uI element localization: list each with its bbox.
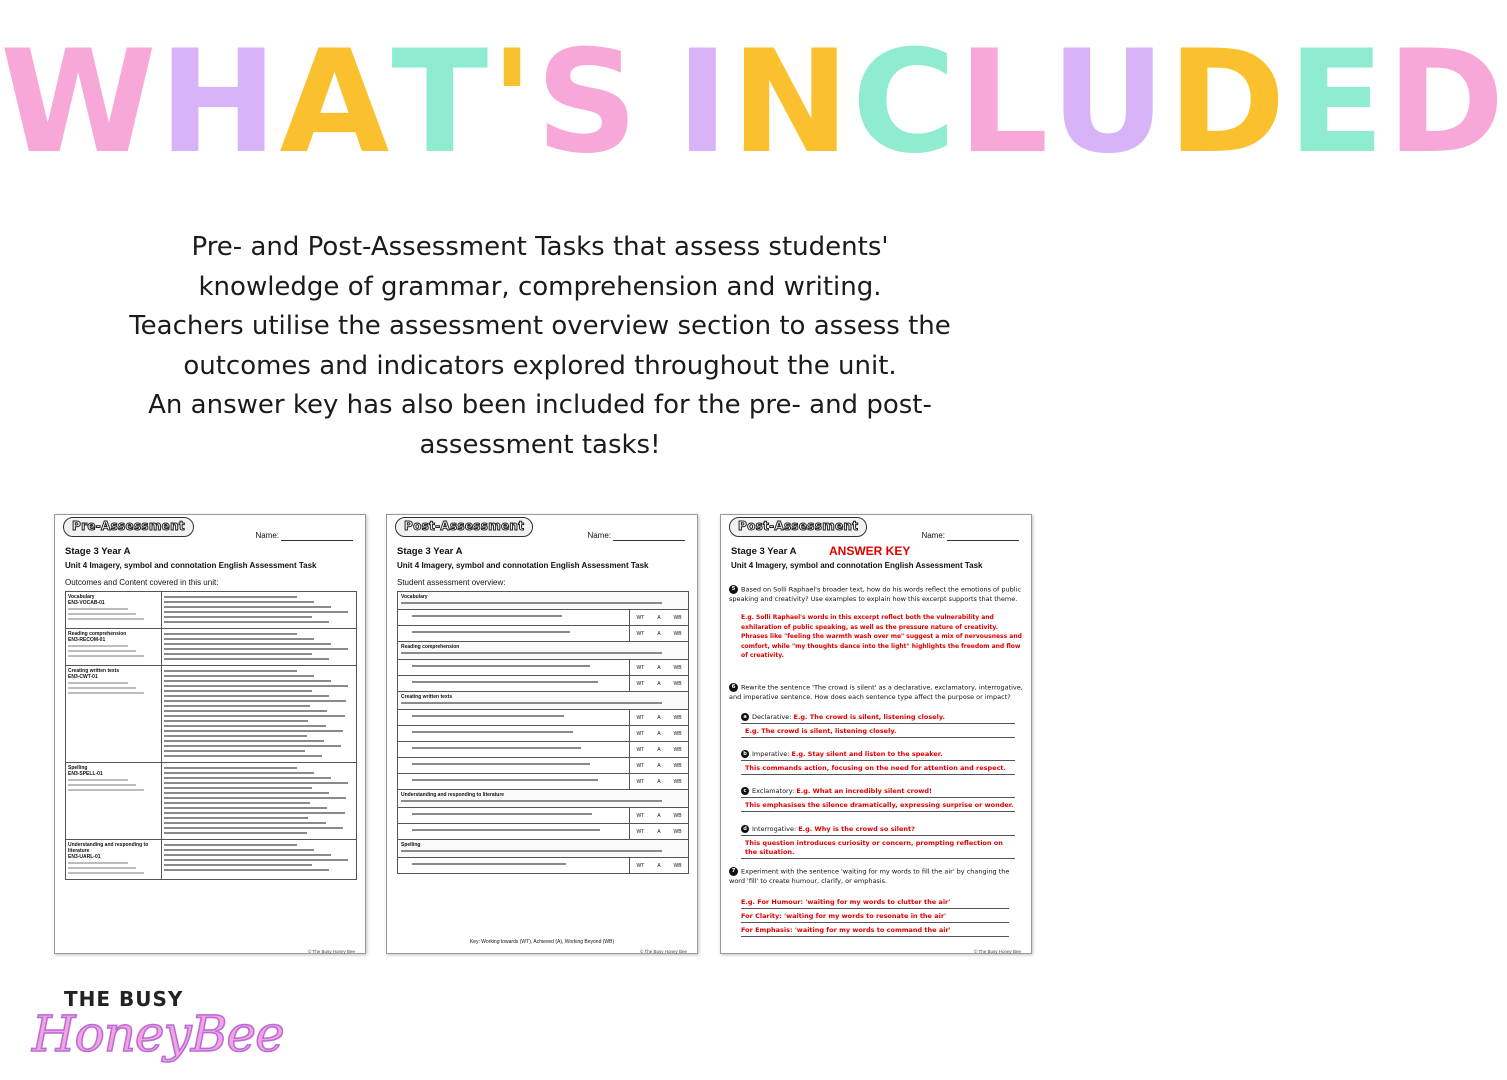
- text-line: [164, 844, 297, 846]
- footer: © The Busy Honey Bee: [973, 949, 1021, 954]
- text-line: [164, 633, 297, 635]
- text-line: [164, 767, 297, 769]
- description-line: An answer key has also been included for the pre- and post-: [148, 390, 932, 420]
- text-line: [164, 797, 346, 799]
- strand-label: Understanding and responding to literature: [401, 792, 505, 798]
- name-label: Name:: [587, 531, 611, 540]
- grade-option[interactable]: WB: [673, 730, 682, 737]
- question-5: [729, 585, 1025, 604]
- grade-option[interactable]: WT: [636, 862, 645, 869]
- text-line: [164, 648, 348, 650]
- text-line: [164, 643, 331, 645]
- text-line: [401, 800, 662, 802]
- brand-logo: [30, 985, 284, 1075]
- grade-option[interactable]: A: [657, 862, 661, 869]
- text-line: [164, 827, 343, 829]
- part-answer-line: [741, 713, 1015, 724]
- indicator-text: [398, 824, 630, 839]
- description-line: Pre- and Post-Assessment Tasks that assess students': [191, 232, 889, 262]
- outcome-strand: [66, 840, 162, 879]
- grade-option[interactable]: WT: [636, 680, 645, 687]
- title-letter: A: [279, 20, 392, 185]
- grade-option[interactable]: A: [657, 714, 661, 721]
- text-line: [164, 700, 346, 702]
- text-line: [412, 747, 581, 749]
- answer-7-line: For Emphasis: 'waiting for my words to command the air': [741, 926, 1009, 937]
- grade-option[interactable]: WB: [673, 762, 682, 769]
- text-line: [164, 755, 322, 757]
- text-line: [412, 715, 564, 717]
- overview-section-header: [397, 591, 689, 610]
- text-line: [412, 763, 590, 765]
- text-line: [164, 812, 345, 814]
- title-letter: E: [1287, 20, 1387, 185]
- text-line: [164, 745, 341, 747]
- text-line: [164, 802, 310, 804]
- part-explanation: This emphasises the silence dramatically, expressing surprise or wonder.: [741, 801, 1015, 812]
- title-letter: S: [535, 20, 641, 185]
- title-letter: W: [0, 20, 159, 185]
- outcome-indicators: [162, 763, 356, 839]
- indicator-text: [398, 626, 630, 641]
- text-line: [164, 854, 331, 856]
- answer-7: [729, 898, 1009, 940]
- text-line: [164, 710, 327, 712]
- grade-option[interactable]: WB: [673, 862, 682, 869]
- stage-heading: Stage 3 Year A: [65, 546, 131, 557]
- grading-key: Key: Working towards (WT), Achieved (A), Working Beyond (WB): [469, 939, 615, 945]
- grade-options: [630, 660, 688, 675]
- question-text: Rewrite the sentence 'The crowd is silent' as a declarative, exclamatory, interrogative, and imperative sentence. How does each sentence type affect the purpose or impact?: [729, 683, 1023, 701]
- grade-options: [630, 824, 688, 839]
- part-bullet: b: [741, 750, 749, 758]
- description: [40, 228, 1040, 465]
- text-line: [164, 822, 326, 824]
- question-7: [729, 867, 1025, 886]
- text-line: [164, 685, 348, 687]
- text-line: [68, 655, 144, 657]
- part-explanation: This question introduces curiosity or concern, prompting reflection on the situation.: [741, 839, 1015, 859]
- indicator-row: [397, 774, 689, 790]
- name-label: Name:: [255, 531, 279, 540]
- strand-label: Vocabulary: [401, 594, 428, 600]
- text-line: [401, 850, 662, 852]
- strand-label: Reading comprehension: [68, 631, 127, 637]
- text-line: [164, 832, 307, 834]
- text-line: [164, 859, 348, 861]
- text-line: [412, 731, 573, 733]
- part-bullet: a: [741, 713, 749, 721]
- text-line: [164, 705, 310, 707]
- grade-options: [630, 610, 688, 625]
- strand-label: Creating written texts: [68, 668, 120, 674]
- text-line: [164, 730, 343, 732]
- text-line: [164, 653, 312, 655]
- overview-section-header: [397, 692, 689, 710]
- part-bullet: c: [741, 787, 749, 795]
- question-text: Experiment with the sentence 'waiting for my words to fill the air' by changing the word 'fill' to create humour, clarify, or emphasis.: [729, 867, 1010, 885]
- pre-assessment-preview: [54, 514, 366, 954]
- grade-option[interactable]: WB: [673, 614, 682, 621]
- question-6: [729, 683, 1025, 702]
- text-line: [164, 680, 331, 682]
- text-line: [68, 618, 144, 620]
- part-answer: E.g. Why is the crowd so silent?: [798, 825, 915, 833]
- text-line: [164, 616, 312, 618]
- text-line: [68, 872, 144, 874]
- indicator-text: [398, 676, 630, 691]
- text-line: [164, 782, 348, 784]
- part-answer: E.g. Stay silent and listen to the speaker.: [791, 750, 943, 758]
- outcome-indicators: [162, 592, 356, 628]
- text-line: [164, 864, 312, 866]
- text-line: [164, 670, 297, 672]
- text-line: [164, 720, 308, 722]
- grade-option[interactable]: A: [657, 812, 661, 819]
- title-letter: U: [1050, 20, 1168, 185]
- outcome-row: [65, 591, 357, 629]
- title-letter: T: [391, 20, 491, 185]
- indicator-text: [398, 808, 630, 823]
- overview-section-header: [397, 642, 689, 660]
- logo-line-1: THE BUSY: [64, 987, 184, 1011]
- text-line: [412, 779, 598, 781]
- grade-option[interactable]: A: [657, 828, 661, 835]
- text-line: [412, 665, 590, 667]
- subtitle: Student assessment overview:: [397, 578, 506, 587]
- text-line: [68, 645, 128, 647]
- indicator-row: [397, 676, 689, 692]
- text-line: [68, 613, 136, 615]
- part-label: Imperative:: [752, 750, 790, 758]
- outcome-indicators: [162, 666, 356, 762]
- outcome-strand: [66, 592, 162, 628]
- text-line: [164, 715, 345, 717]
- outcome-strand: [66, 666, 162, 762]
- part-bullet: d: [741, 825, 749, 833]
- text-line: [412, 681, 598, 683]
- page-title: [0, 20, 1507, 185]
- grade-option[interactable]: WB: [673, 828, 682, 835]
- indicator-row: [397, 808, 689, 824]
- part-answer-line: [741, 750, 1015, 761]
- grade-options: [630, 676, 688, 691]
- footer: © The Busy Honey Bee: [307, 949, 355, 954]
- text-line: [164, 787, 312, 789]
- unit-heading: Unit 4 Imagery, symbol and connotation English Assessment Task: [65, 561, 317, 570]
- strand-code: EN3-VOCAB-01: [68, 600, 105, 606]
- grade-options: [630, 858, 688, 873]
- text-line: [68, 784, 136, 786]
- grade-option[interactable]: WB: [673, 664, 682, 671]
- outcome-row: [65, 629, 357, 666]
- question-number: 6: [729, 683, 738, 692]
- grade-option[interactable]: WB: [673, 746, 682, 753]
- text-line: [68, 789, 144, 791]
- text-line: [164, 596, 297, 598]
- grade-options: [630, 758, 688, 773]
- text-line: [401, 652, 662, 654]
- text-line: [164, 777, 331, 779]
- grade-option[interactable]: WT: [636, 812, 645, 819]
- text-line: [164, 849, 314, 851]
- strand-label: Vocabulary: [68, 594, 95, 600]
- indicator-text: [398, 858, 630, 873]
- part-label: Declarative:: [752, 713, 792, 721]
- title-letter: L: [957, 20, 1051, 185]
- text-line: [164, 695, 329, 697]
- question-number: 5: [729, 585, 738, 594]
- answer-7-line: For Clarity: 'waiting for my words to resonate in the air': [741, 912, 1009, 923]
- part-answer-line: [741, 825, 1015, 836]
- grade-option[interactable]: WT: [636, 828, 645, 835]
- post-assessment-badge: Post-Assessment: [729, 517, 867, 537]
- text-line: [164, 675, 314, 677]
- text-line: [164, 638, 314, 640]
- outcome-strand: [66, 629, 162, 665]
- grade-option[interactable]: WT: [636, 778, 645, 785]
- text-line: [164, 690, 312, 692]
- grade-options: [630, 626, 688, 641]
- name-line: [281, 540, 353, 541]
- strand-label: Understanding and responding to literature: [68, 842, 149, 854]
- overview-section-header: [397, 840, 689, 858]
- answer-5: E.g. Solli Raphael's words in this excerpt reflect both the vulnerability and exhilaration of public speaking, as well as the pressure nature of creativity. Phrases like "feeling the warmth wash over me" suggest a mix of nervousness and comfort, while "my thoughts dance into the light" highlights the freedom and flow of creativity.: [741, 614, 1022, 659]
- indicator-row: [397, 610, 689, 626]
- outcome-indicators: [162, 840, 356, 879]
- grade-option[interactable]: WB: [673, 812, 682, 819]
- grade-option[interactable]: WT: [636, 614, 645, 621]
- pre-assessment-badge: Pre-Assessment: [63, 517, 194, 537]
- unit-heading: Unit 4 Imagery, symbol and connotation English Assessment Task: [731, 561, 983, 570]
- text-line: [401, 602, 662, 604]
- unit-heading: Unit 4 Imagery, symbol and connotation English Assessment Task: [397, 561, 649, 570]
- strand-code: EN3-SPELL-01: [68, 771, 103, 777]
- text-line: [164, 817, 308, 819]
- text-line: [164, 611, 348, 613]
- grade-options: [630, 774, 688, 789]
- grade-option[interactable]: WB: [673, 680, 682, 687]
- question-6-part: [729, 750, 1015, 778]
- question-6-part: [729, 825, 1015, 862]
- post-assessment-overview-preview: [386, 514, 698, 954]
- grade-option[interactable]: A: [657, 630, 661, 637]
- part-answer: E.g. The crowd is silent, listening closely.: [793, 713, 945, 721]
- indicator-row: [397, 626, 689, 642]
- outcome-indicators: [162, 629, 356, 665]
- question-number: 7: [729, 867, 738, 876]
- text-line: [68, 687, 136, 689]
- text-line: [164, 601, 314, 603]
- text-line: [68, 682, 128, 684]
- part-answer: E.g. What an incredibly silent crowd!: [796, 787, 932, 795]
- outcomes-table: [65, 591, 357, 880]
- text-line: [68, 862, 128, 864]
- description-line: outcomes and indicators explored throughout the unit.: [183, 350, 897, 381]
- text-line: [164, 621, 329, 623]
- text-line: [164, 750, 305, 752]
- subtitle: Outcomes and Content covered in this unit:: [65, 578, 219, 587]
- grade-option[interactable]: A: [657, 746, 661, 753]
- text-line: [164, 869, 329, 871]
- indicator-text: [398, 774, 630, 789]
- description-line: assessment tasks!: [419, 429, 661, 460]
- question-6-part: [729, 713, 1015, 741]
- part-label: Exclamatory:: [752, 787, 795, 795]
- grade-option[interactable]: WT: [636, 664, 645, 671]
- text-line: [164, 807, 327, 809]
- title-letter: D: [1167, 20, 1288, 185]
- stage-heading: Stage 3 Year A: [731, 546, 797, 557]
- indicator-row: [397, 758, 689, 774]
- text-line: [164, 735, 307, 737]
- indicator-text: [398, 758, 630, 773]
- grade-option[interactable]: WB: [673, 630, 682, 637]
- grade-option[interactable]: A: [657, 680, 661, 687]
- text-line: [412, 863, 566, 865]
- footer: © The Busy Honey Bee: [639, 949, 687, 954]
- text-line: [412, 631, 570, 633]
- grade-option[interactable]: WT: [636, 762, 645, 769]
- part-answer-line: [741, 787, 1015, 798]
- grade-option[interactable]: A: [657, 778, 661, 785]
- part-explanation: E.g. The crowd is silent, listening closely.: [741, 727, 1015, 738]
- text-line: [412, 813, 592, 815]
- grade-option[interactable]: WB: [673, 714, 682, 721]
- text-line: [68, 650, 136, 652]
- strand-code: EN3-RECOM-01: [68, 637, 106, 643]
- grade-option[interactable]: A: [657, 762, 661, 769]
- text-line: [68, 779, 128, 781]
- indicator-text: [398, 710, 630, 725]
- name-line: [947, 540, 1019, 541]
- strand-label: Spelling: [68, 765, 88, 771]
- text-line: [164, 725, 326, 727]
- text-line: [164, 606, 331, 608]
- post-assessment-badge: Post-Assessment: [395, 517, 533, 537]
- question-text: Based on Solli Raphael's broader text, how do his words reflect the emotions of public speaking and creativity? Use examples to explain how this excerpt supports that theme.: [729, 585, 1021, 603]
- part-label: Interrogative:: [752, 825, 797, 833]
- grade-options: [630, 808, 688, 823]
- grade-options: [630, 710, 688, 725]
- indicator-row: [397, 824, 689, 840]
- indicator-row: [397, 858, 689, 874]
- name-line: [613, 540, 685, 541]
- title-letter: I: [676, 20, 731, 185]
- strand-code: EN3-CWT-01: [68, 674, 98, 680]
- text-line: [164, 658, 329, 660]
- strand-code: EN3-UARL-01: [68, 854, 101, 860]
- indicator-text: [398, 742, 630, 757]
- overview-section-header: [397, 790, 689, 808]
- grade-option[interactable]: WT: [636, 746, 645, 753]
- indicator-row: [397, 726, 689, 742]
- answer-key-label: ANSWER KEY: [829, 544, 911, 558]
- grade-options: [630, 742, 688, 757]
- strand-label: Creating written texts: [401, 694, 453, 700]
- indicator-row: [397, 660, 689, 676]
- text-line: [164, 792, 329, 794]
- part-explanation: This commands action, focusing on the need for attention and respect.: [741, 764, 1015, 775]
- indicator-text: [398, 610, 630, 625]
- description-line: knowledge of grammar, comprehension and writing.: [198, 271, 882, 302]
- grade-option[interactable]: A: [657, 730, 661, 737]
- text-line: [164, 740, 324, 742]
- grade-option[interactable]: A: [657, 614, 661, 621]
- grade-option[interactable]: WT: [636, 630, 645, 637]
- grade-option[interactable]: WT: [636, 714, 645, 721]
- overview-table: [397, 591, 689, 874]
- answer-key-preview: [720, 514, 1032, 954]
- name-label: Name:: [921, 531, 945, 540]
- outcome-row: [65, 666, 357, 763]
- title-letter: N: [730, 20, 852, 185]
- indicator-text: [398, 726, 630, 741]
- outcome-row: [65, 840, 357, 880]
- grade-options: [630, 726, 688, 741]
- grade-option[interactable]: WB: [673, 778, 682, 785]
- title-letter: C: [851, 20, 958, 185]
- text-line: [68, 692, 144, 694]
- strand-label: Reading comprehension: [401, 644, 460, 650]
- indicator-row: [397, 742, 689, 758]
- logo-line-2: HoneyBee: [32, 1005, 284, 1063]
- strand-label: Spelling: [401, 842, 421, 848]
- text-line: [68, 608, 128, 610]
- grade-option[interactable]: WT: [636, 730, 645, 737]
- question-6-part: [729, 787, 1015, 815]
- text-line: [68, 867, 136, 869]
- text-line: [412, 615, 562, 617]
- stage-heading: Stage 3 Year A: [397, 546, 463, 557]
- description-line: Teachers utilise the assessment overview section to assess the: [129, 311, 951, 341]
- indicator-text: [398, 660, 630, 675]
- grade-option[interactable]: A: [657, 664, 661, 671]
- outcome-row: [65, 763, 357, 840]
- indicator-row: [397, 710, 689, 726]
- answer-7-line: E.g. For Humour: 'waiting for my words to clutter the air': [741, 898, 1009, 909]
- title-letter: H: [158, 20, 280, 185]
- outcome-strand: [66, 763, 162, 839]
- text-line: [401, 702, 662, 704]
- title-letter: ': [490, 20, 536, 185]
- text-line: [164, 772, 314, 774]
- text-line: [412, 829, 600, 831]
- title-letter: D: [1386, 20, 1507, 185]
